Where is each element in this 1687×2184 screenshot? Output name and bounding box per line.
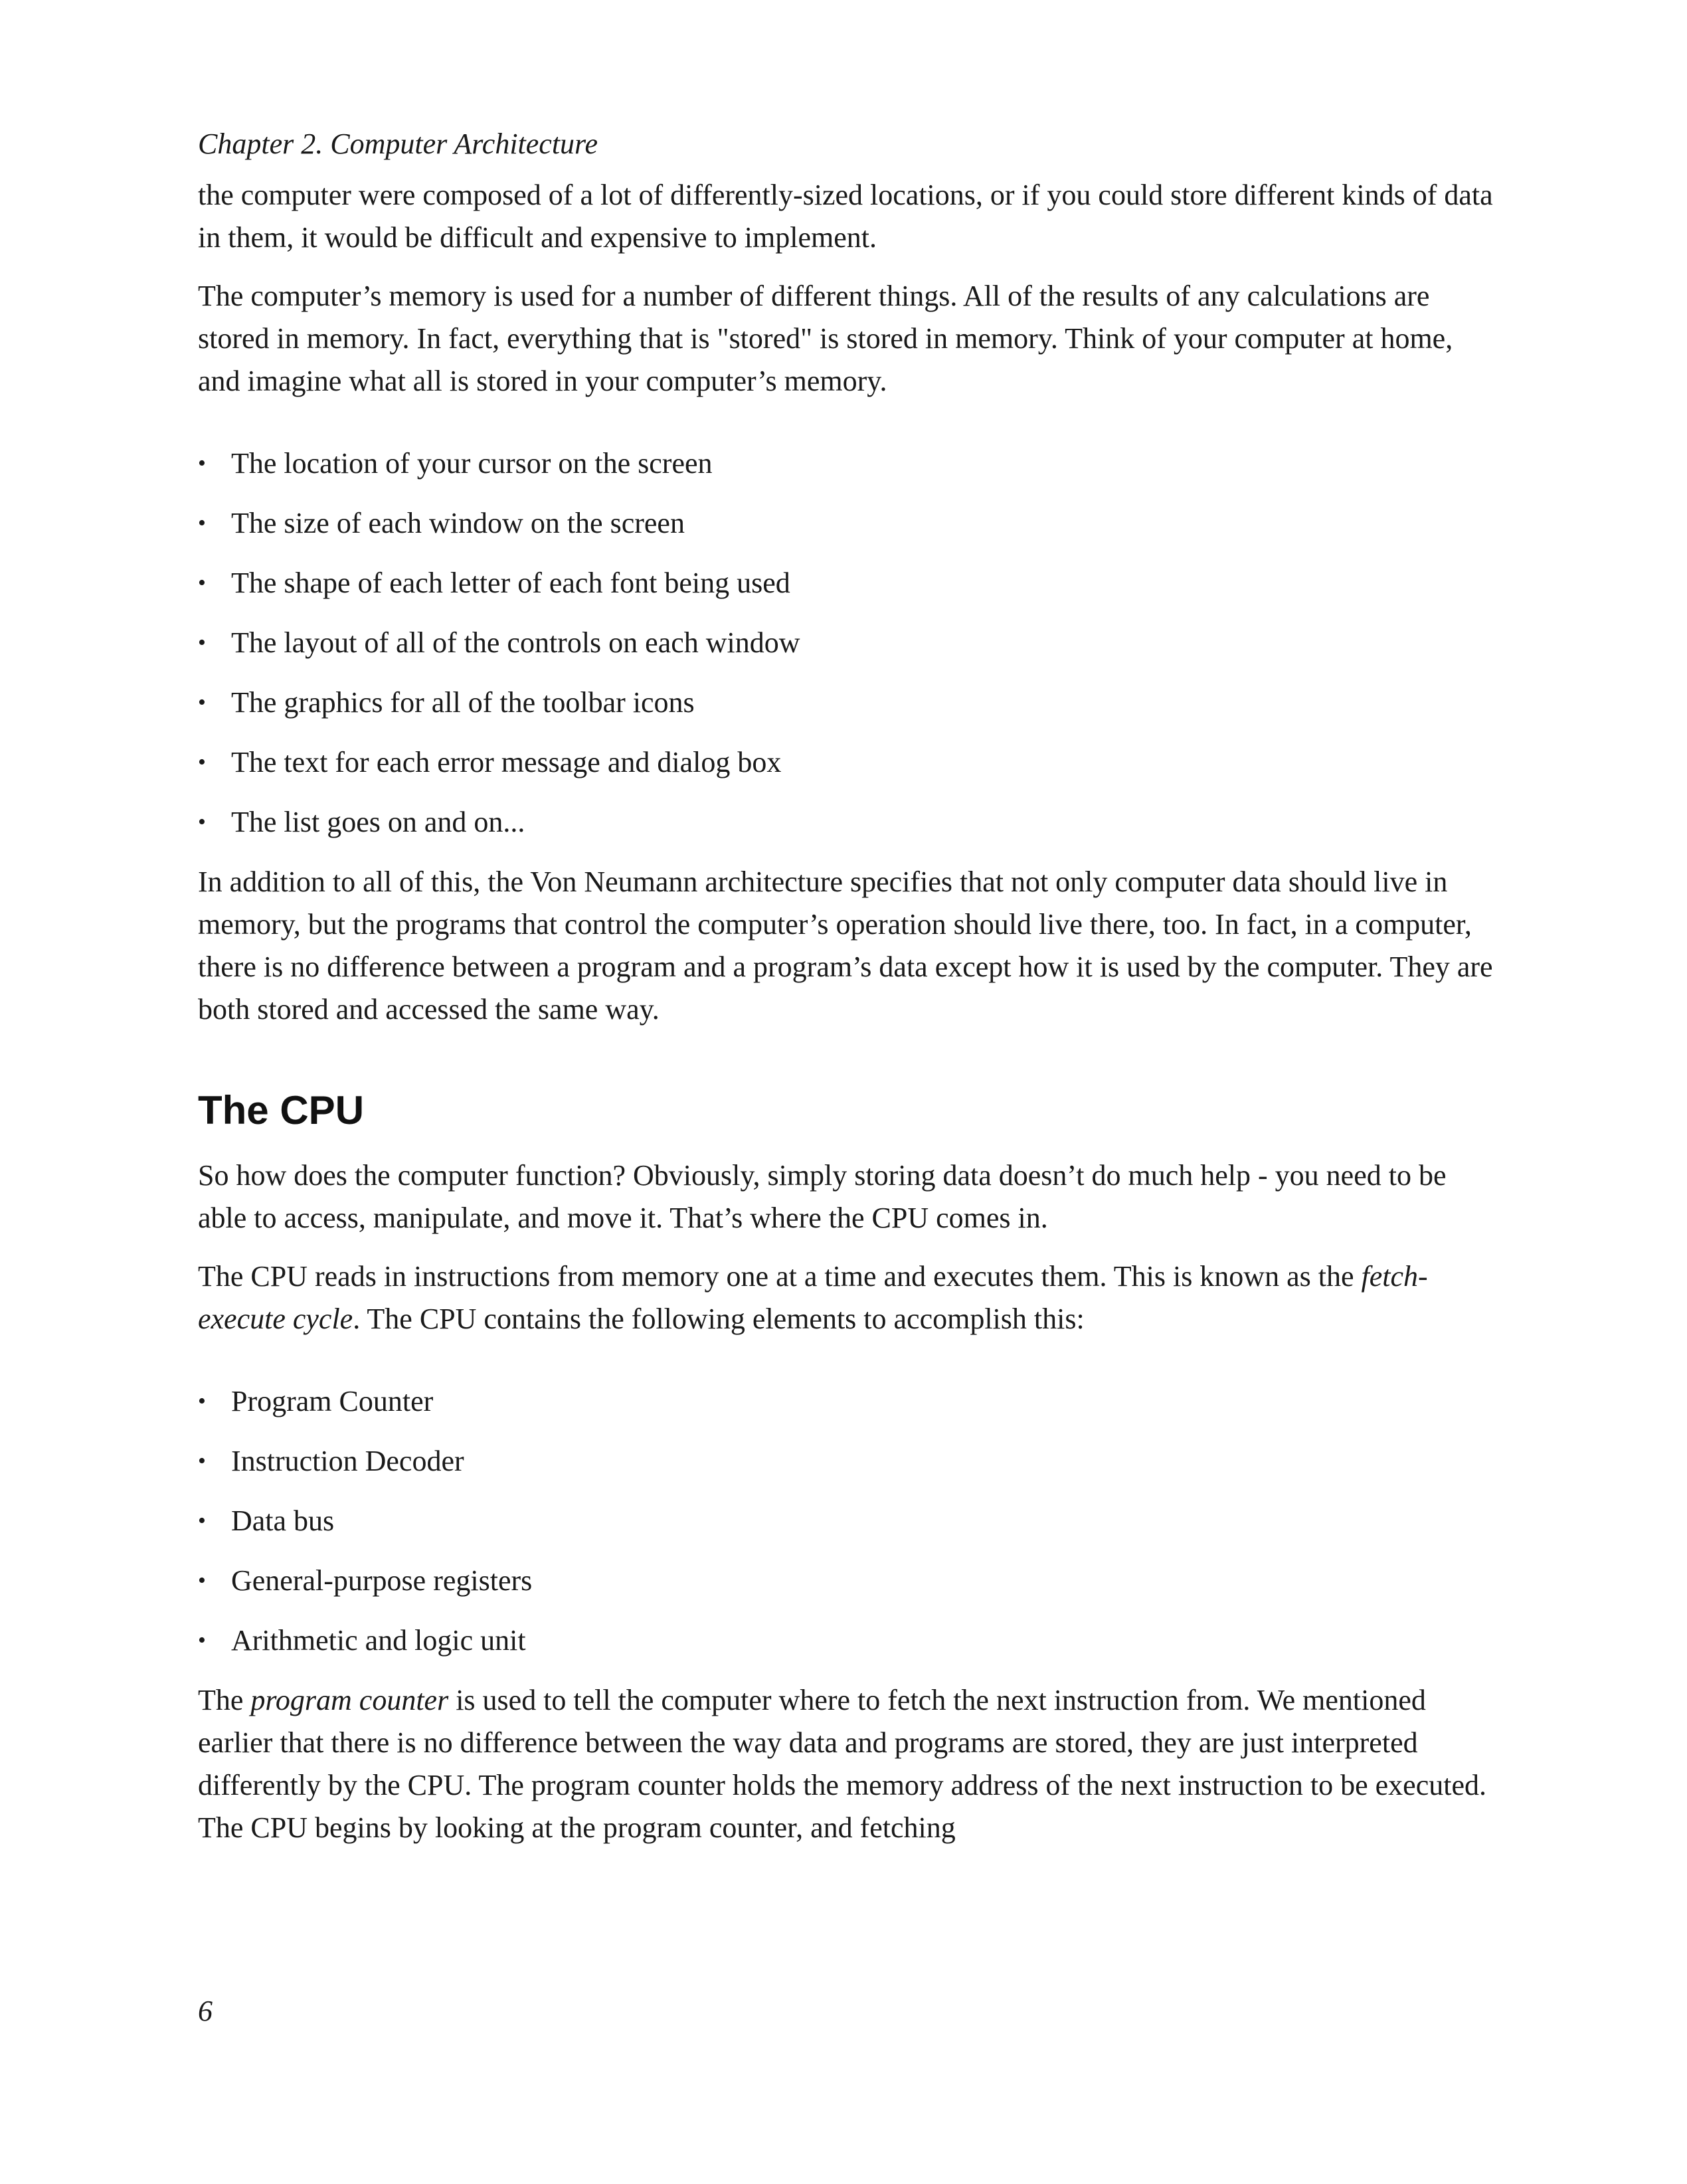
paragraph-text: The bbox=[198, 1684, 251, 1716]
paragraph-text: is used to tell the computer where to fetch the next instruction from. We mentioned earlier that there is no difference between the way data and programs are stored, they are just interpreted differently by the CPU. The program counter holds the memory address of the next instruction to be executed. The CPU begins by looking at the program counter, and fetching bbox=[198, 1684, 1486, 1844]
list-item: • The graphics for all of the toolbar icons bbox=[198, 682, 1493, 724]
list-item: • The text for each error message and dialog box bbox=[198, 741, 1493, 784]
paragraph: So how does the computer function? Obviously, simply storing data doesn’t do much help - you need to be able to access, manipulate, and move it. That’s where the CPU comes in. bbox=[198, 1159, 1447, 1234]
list-item: • The list goes on and on... bbox=[198, 801, 1493, 844]
list-item: • The size of each window on the screen bbox=[198, 502, 1493, 545]
paragraph: The computer’s memory is used for a number of different things. All of the results of any calculations are stored in memory. In fact, everything that is "stored" is stored in memory. Think of your computer at home, and imagine what all is stored in your computer’s memory. bbox=[198, 280, 1453, 397]
cpu-elements-list bbox=[198, 1380, 1493, 1662]
emphasized-term: fetch-execute cycle bbox=[198, 1260, 1428, 1335]
list-item: • The layout of all of the controls on each window bbox=[198, 622, 1493, 664]
paragraph-text: . The CPU contains the following elements to accomplish this: bbox=[353, 1303, 1085, 1335]
page-content bbox=[198, 124, 1493, 1865]
memory-contents-list bbox=[198, 442, 1493, 844]
list-item: • Instruction Decoder bbox=[198, 1440, 1493, 1483]
section-heading: The CPU bbox=[198, 1088, 365, 1133]
list-item: • Arithmetic and logic unit bbox=[198, 1619, 1493, 1662]
paragraph bbox=[198, 1255, 1493, 1340]
list-item: • Data bus bbox=[198, 1500, 1493, 1542]
running-header: Chapter 2. Computer Architecture bbox=[198, 128, 598, 160]
page-number: 6 bbox=[198, 1995, 213, 2027]
emphasized-term: program counter bbox=[250, 1684, 449, 1716]
list-item: • General-purpose registers bbox=[198, 1560, 1493, 1602]
list-item: • Program Counter bbox=[198, 1380, 1493, 1423]
list-item: • The shape of each letter of each font being used bbox=[198, 562, 1493, 604]
paragraph-text: The CPU reads in instructions from memory one at a time and executes them. This is known as the bbox=[198, 1260, 1362, 1293]
paragraph: the computer were composed of a lot of differently-sized locations, or if you could store different kinds of data in them, it would be difficult and expensive to implement. bbox=[198, 179, 1493, 254]
list-item: • The location of your cursor on the screen bbox=[198, 442, 1493, 485]
paragraph bbox=[198, 1679, 1493, 1849]
paragraph: In addition to all of this, the Von Neumann architecture specifies that not only computer data should live in memory, but the programs that control the computer’s operation should live there, too. In fact, in a computer, there is no difference between a program and a program’s data except how it is used by the computer. They are both stored and accessed the same way. bbox=[198, 865, 1493, 1026]
